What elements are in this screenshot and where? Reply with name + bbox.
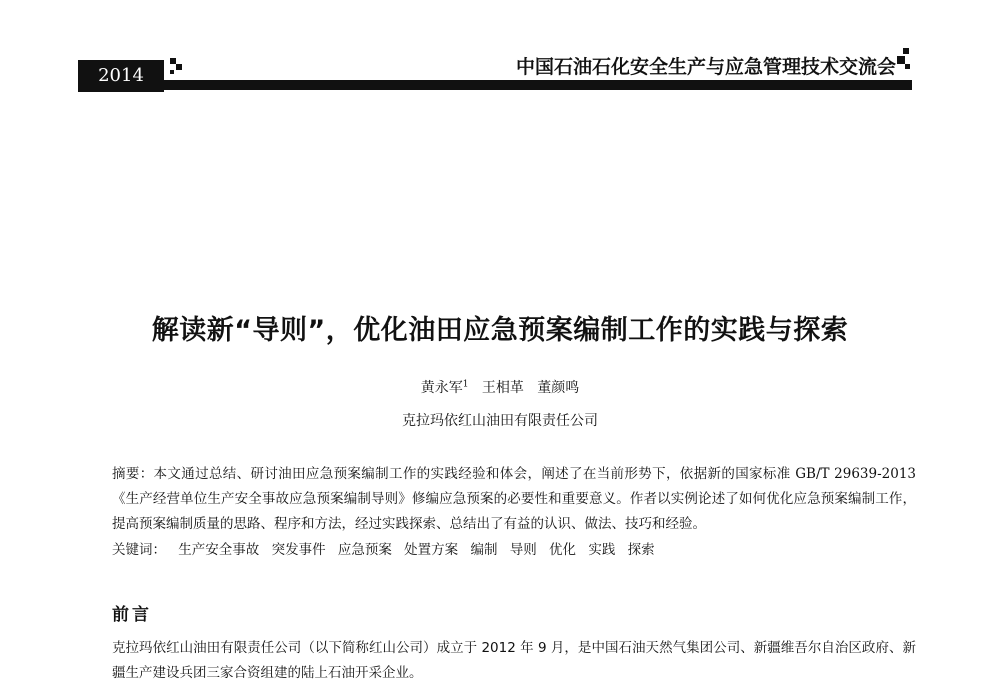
section-heading: 前言 — [112, 605, 152, 625]
corner-ornament-icon — [897, 48, 911, 62]
paper-title: 解读新“导则”，优化油田应急预案编制工作的实践与探索 — [151, 315, 849, 346]
year-badge: 2014 — [78, 60, 164, 92]
affiliation: 克拉玛依红山油田有限责任公司 — [402, 413, 598, 429]
author-list — [0, 377, 1000, 397]
keywords-line — [112, 538, 912, 558]
author-name: 黄永军 — [420, 380, 463, 396]
abstract — [84, 462, 916, 537]
body-text: 克拉玛依红山油田有限责任公司（以下简称红山公司）成立于 2012 年 9 月，是中国石油天然气集团公司、新疆维吾尔自治区政府、新疆生产建设兵团三家合资组建的陆上石油开采企业。 — [112, 640, 916, 681]
keywords-label: 关键词： — [112, 542, 166, 558]
keywords-text: 生产安全事故 突发事件 应急预案 处置方案 编制 导则 优化 实践 探索 — [178, 542, 655, 558]
author-name: 王相革 — [481, 380, 524, 396]
conference-title: 中国石油石化安全生产与应急管理技术交流会 — [515, 56, 896, 78]
header-rule — [78, 80, 912, 90]
author-footnote-mark: 1 — [462, 379, 469, 390]
body-paragraph — [84, 636, 916, 686]
corner-ornament-icon — [170, 58, 184, 72]
abstract-text: 摘要：本文通过总结、研讨油田应急预案编制工作的实践经验和体会，阐述了在当前形势下，依据新的国家标准 GB/T 29639-2013《生产经营单位生产安全事故应急预案编制导则》修编应急预案的必要性和重要意义。作者以实例论述了如何优化应急预案编制工作，提高预案编制质量的思路、程序和方法，经过实践探索、总结出了有益的认识、做法、技巧和经验。 — [112, 466, 916, 532]
author-name: 董颜鸣 — [537, 380, 580, 396]
